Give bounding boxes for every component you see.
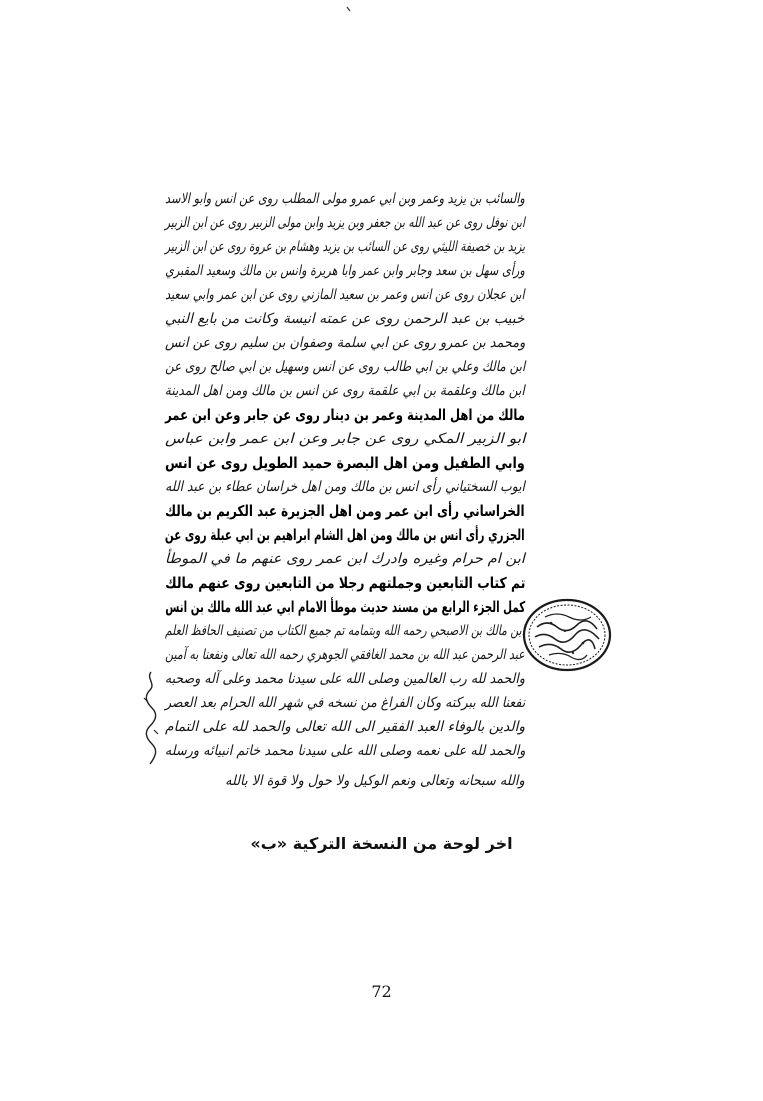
figure-caption: اخر لوحة من النسخة التركية «ب» — [250, 834, 513, 853]
manuscript-line: ابن عجلان روى عن انس وعمر بن سعيد المازني روى عن ابن عمر وابي سعيد — [165, 287, 525, 303]
ink-mark — [346, 6, 351, 12]
manuscript-line: ابن نوفل روى عن عبد الله بن جعفر وبن يزيد وابن مولى الزبير روى عن ابن الزبير — [164, 215, 525, 231]
manuscript-line: الجزري رأى انس بن مالك ومن اهل الشام ابراهيم بن ابي عبلة روى عن — [165, 526, 525, 544]
manuscript-line: ابن مالك وعلي بن ابي طالب روى عن انس وسهيل بن ابي صالح روى عن — [164, 359, 525, 375]
manuscript-line: ابن مالك وعلقمة بن ابي علقمة روى عن انس بن مالك ومن اهل المدينة — [165, 383, 525, 399]
manuscript-line: كمل الجزء الرابع من مسند حديث موطأ الامام ابي عبد الله مالك بن انس — [165, 598, 525, 616]
margin-annotation — [140, 668, 162, 768]
manuscript-line: خبيب بن عبد الرحمن روى عن عمته انيسة وكانت من بايع النبي — [165, 311, 525, 327]
manuscript-line: ورأى سهل بن سعد وجابر وابن عمر وابا هريرة وانس بن مالك وسعيد المقبري — [165, 263, 525, 279]
manuscript-line: تم كتاب التابعين وجملتهم رجلا من التابعين روى عنهم مالك — [164, 574, 525, 592]
manuscript-line: والدين بالوفاء العبد الفقير الى الله تعالى والحمد لله على التمام — [164, 719, 525, 735]
manuscript-line: ومحمد بن عمرو روى عن ابي سلمة وصفوان بن سليم روى عن انس — [164, 335, 525, 351]
manuscript-line: والحمد لله على نعمه وصلى الله على سيدنا محمد خاتم انبيائه ورسله — [164, 743, 525, 759]
manuscript-line: الخراساني رأى ابن عمر ومن اهل الجزيرة عبد الكريم بن مالك — [165, 502, 525, 520]
manuscript-line: يزيد بن خصيفة الليثي روى عن السائب بن يزيد وهشام بن عروة روى عن ابن الزبير — [164, 239, 525, 255]
manuscript-line: ابو الزبير المكي روى عن جابر وعن ابن عمر وابن عباس — [164, 431, 525, 447]
manuscript-line: عبد الرحمن عبد الله بن محمد الغافقي الجوهري رحمه الله تعالى ونفعنا به آمين — [165, 647, 525, 663]
manuscript-line: وابي الطفيل ومن اهل البصرة حميد الطويل روى عن انس — [165, 454, 525, 472]
manuscript-line: نفعنا الله ببركته وكان الفراغ من نسخه في شهر الله الحرام بعد العصر — [164, 695, 525, 711]
seal-stamp — [521, 597, 613, 673]
manuscript-line: ابن ام حرام وغيره وادرك ابن عمر روى عنهم ما في الموطأ — [164, 551, 525, 567]
manuscript-line: ايوب السختياني رأى انس بن مالك ومن اهل خراسان عطاء بن عبد الله — [165, 479, 525, 495]
manuscript-image — [150, 180, 525, 800]
manuscript-line: والسائب بن يزيد وعمر وبن ابي عمرو مولى المطلب روى عن انس وابو الاسد — [165, 191, 525, 207]
manuscript-line: ابن مالك بن الاصبحي رحمه الله وبتمامه تم جميع الكتاب من تصنيف الحافظ العلم — [165, 623, 525, 639]
page-number: 72 — [371, 982, 392, 1001]
manuscript-line: مالك من اهل المدينة وعمر بن دينار روى عن جابر وعن ابن عمر — [165, 406, 525, 424]
manuscript-line: والله سبحانه وتعالى ونعم الوكيل ولا حول ولا قوة الا بالله — [225, 773, 525, 789]
manuscript-line: والحمد لله رب العالمين وصلى الله على سيدنا محمد وعلى آله وصحبه — [164, 671, 525, 687]
